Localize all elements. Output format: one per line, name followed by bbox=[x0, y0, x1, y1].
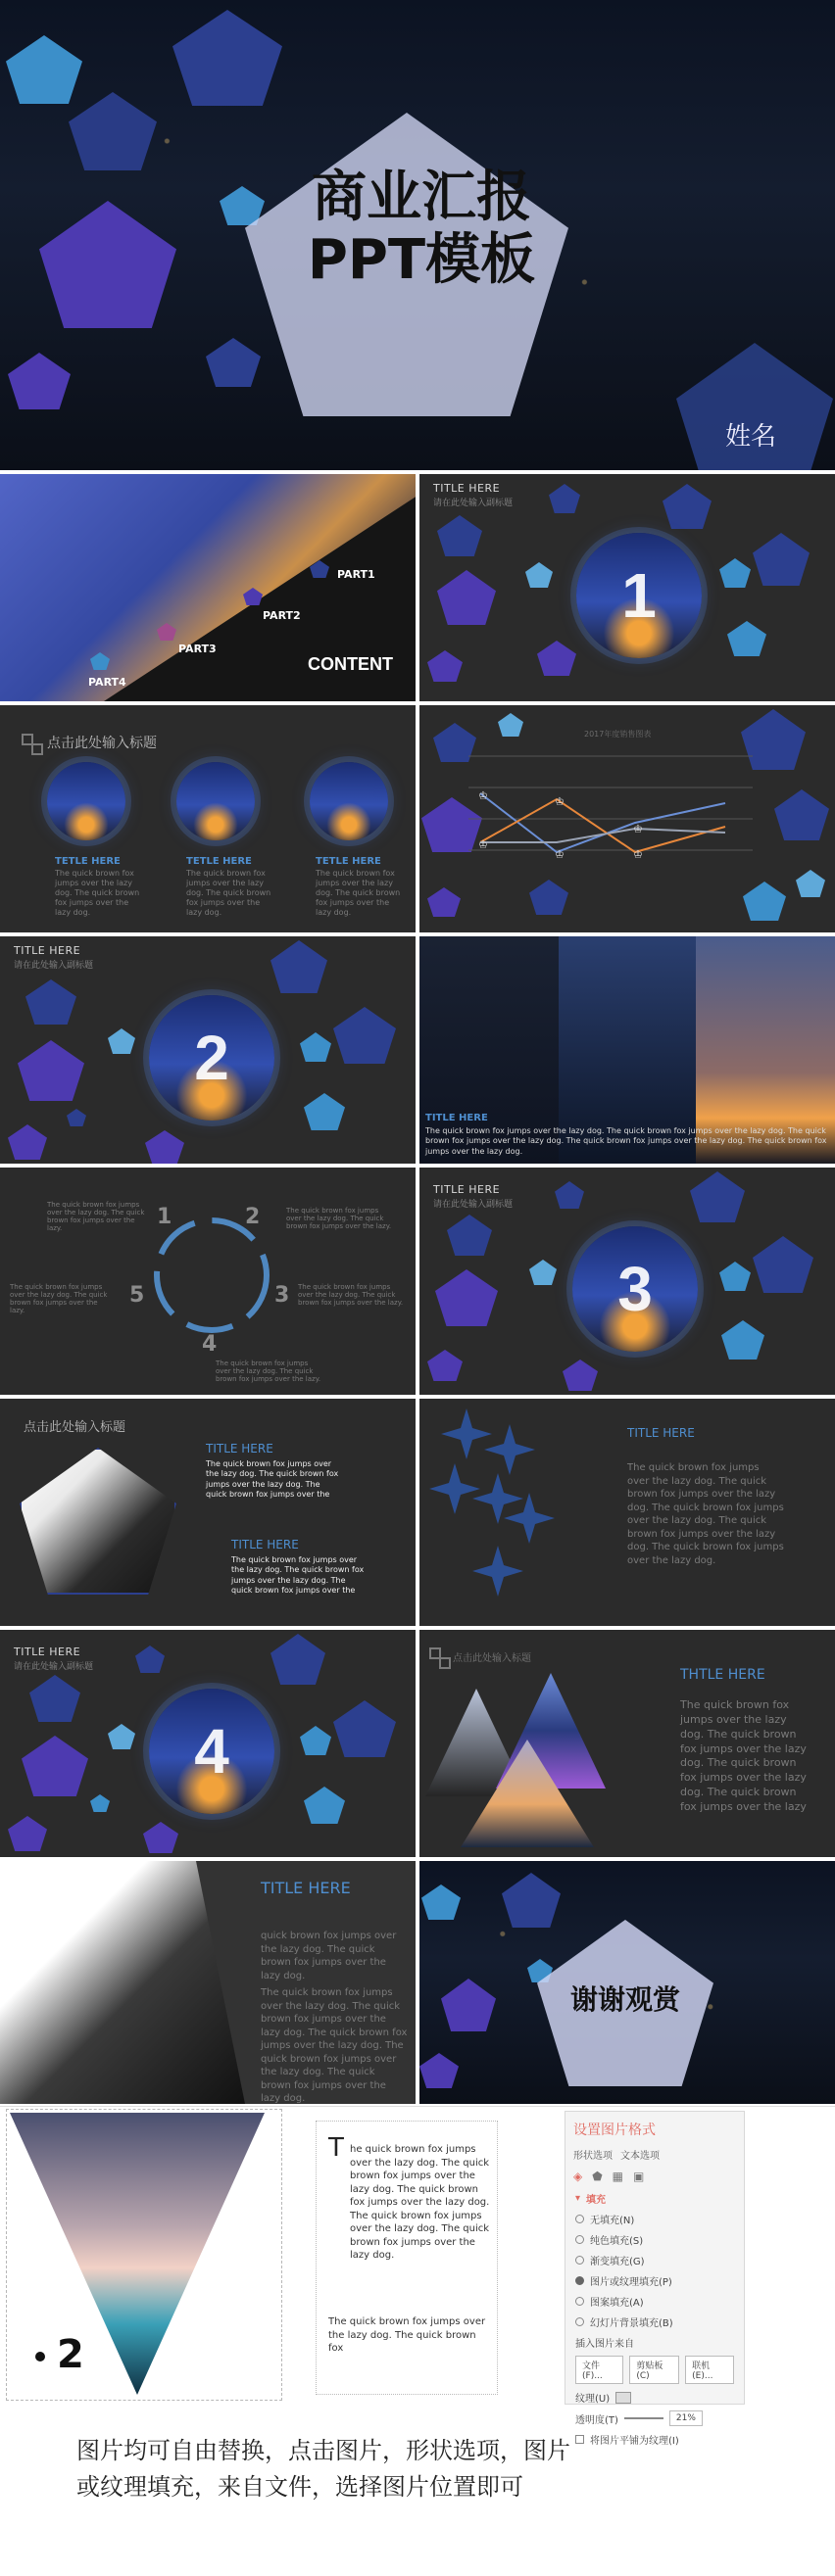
cover-title bbox=[294, 167, 549, 293]
pentagon-shape bbox=[304, 1787, 345, 1824]
fill-option[interactable] bbox=[575, 2314, 734, 2329]
section-subtitle: 请在此处输入副标题 bbox=[14, 961, 94, 971]
item-1 bbox=[55, 856, 145, 918]
pentagon-shape bbox=[39, 201, 176, 328]
building-text-2: The quick brown fox jumps over the lazy dog. The quick brown fox jumps over the lazy dog. The quick brown fox jumps over the lazy dog. The quick brown fox jumps over the lazy dog. The quick brown fox jumps over the lazy dog. bbox=[261, 1987, 408, 2104]
section-title: TITLE HERE bbox=[14, 1646, 81, 1658]
radio-icon bbox=[575, 2297, 584, 2306]
demo-number: 2 bbox=[57, 2332, 84, 2377]
section-title: TITLE HERE bbox=[433, 482, 501, 495]
star-shape bbox=[429, 1463, 480, 1514]
line-chart bbox=[419, 705, 835, 932]
tab-text-options[interactable]: 文本选项 bbox=[620, 2151, 660, 2162]
item-photo bbox=[47, 762, 125, 840]
section-subtitle: 请在此处输入副标题 bbox=[433, 1200, 514, 1210]
pentagon-shape bbox=[145, 1130, 184, 1164]
cycle-text: The quick brown fox jumps over the lazy dog. The quick brown fox jumps over the lazy. bbox=[10, 1283, 108, 1314]
picture-icon[interactable]: ▣ bbox=[633, 2170, 645, 2183]
pentagon-shape bbox=[206, 338, 261, 387]
pentagon-shape bbox=[18, 1040, 84, 1101]
title-1: TITLE HERE bbox=[206, 1442, 273, 1455]
slide-section-4 bbox=[0, 1630, 416, 1857]
transparency-row bbox=[575, 2410, 734, 2426]
fill-label: 填充 bbox=[586, 2195, 607, 2206]
pentagon-shape bbox=[8, 1124, 47, 1160]
item-text: The quick brown fox jumps over the lazy dog. The quick brown fox jumps over the lazy dog. bbox=[186, 869, 271, 917]
item-title: TETLE HERE bbox=[316, 856, 381, 867]
section-photo bbox=[576, 533, 702, 658]
chart-title: 2017年度销售图表 bbox=[584, 730, 652, 739]
pentagon-shape bbox=[270, 1634, 325, 1685]
pentagon-shape bbox=[143, 1822, 178, 1853]
grid-icon bbox=[429, 1647, 447, 1665]
pentagon-shape bbox=[563, 1360, 598, 1391]
cycle-number-4: 4 bbox=[202, 1332, 218, 1357]
point-marker: ♔ bbox=[478, 789, 488, 802]
item-text: The quick brown fox jumps over the lazy dog. The quick brown fox jumps over the lazy dog. bbox=[316, 869, 401, 917]
format-panel-tabs bbox=[573, 2147, 736, 2162]
item-text: The quick brown fox jumps over the lazy dog. The quick brown fox jumps over the lazy dog. bbox=[55, 869, 140, 917]
section-number: 1 bbox=[621, 560, 657, 631]
insert-from-label: 插入图片来自 bbox=[575, 2339, 634, 2350]
fill-option[interactable] bbox=[575, 2294, 734, 2309]
pentagon-shape bbox=[29, 1675, 80, 1722]
star-shape bbox=[441, 1408, 492, 1459]
section-subtitle: 请在此处输入副标题 bbox=[433, 499, 514, 508]
cycle-text: The quick brown fox jumps over the lazy dog. The quick brown fox jumps over the lazy. bbox=[286, 1207, 392, 1230]
pentagon-shape bbox=[427, 650, 463, 682]
slide-section-1 bbox=[419, 474, 835, 701]
transparency-input[interactable]: 21% bbox=[669, 2410, 703, 2426]
section-number: 3 bbox=[617, 1254, 653, 1324]
fill-option-label: 图片或纹理填充(P) bbox=[590, 2277, 672, 2288]
text-body-1: he quick brown fox jumps over the lazy dog. The quick brown fox jumps over the lazy dog. The quick brown fox jumps over the lazy dog. The quick brown fox jumps over the lazy dog. The quick brown fox jumps over the lazy dog. bbox=[350, 2144, 490, 2261]
fill-section[interactable] bbox=[575, 2191, 734, 2206]
pentagon-shape bbox=[525, 562, 553, 588]
pentagon-shape bbox=[549, 484, 580, 513]
radio-icon bbox=[575, 2317, 584, 2326]
slide-content bbox=[0, 474, 416, 701]
tab-shape-options[interactable]: 形状选项 bbox=[573, 2151, 613, 2162]
item-photo bbox=[176, 762, 255, 840]
point-marker: ♔ bbox=[555, 795, 565, 808]
fill-option-label: 图案填充(A) bbox=[590, 2298, 644, 2309]
heading-text: 点击此处输入标题 bbox=[453, 1652, 531, 1664]
stars-title: TITLE HERE bbox=[627, 1426, 695, 1440]
pentagon-shape bbox=[437, 515, 482, 556]
text-body-2: The quick brown fox jumps over the lazy dog. The quick brown fox bbox=[328, 2316, 486, 2354]
slide-triangles bbox=[419, 1630, 835, 1857]
section-title: TITLE HERE bbox=[14, 944, 81, 957]
fill-option-label: 纯色填充(S) bbox=[590, 2236, 644, 2247]
pentagon-shape bbox=[555, 1181, 584, 1209]
layout-icon[interactable]: ▦ bbox=[612, 2170, 624, 2183]
pentagon-shape bbox=[108, 1028, 135, 1054]
pentagon-shape bbox=[8, 1816, 47, 1851]
slide-section-2 bbox=[0, 936, 416, 1164]
photos-title: TITLE HERE bbox=[425, 1113, 488, 1123]
clipboard-button[interactable]: 剪贴板(C) bbox=[629, 2356, 679, 2384]
demo-area bbox=[0, 2106, 835, 2447]
pentagon-shape bbox=[663, 484, 712, 529]
pentagon-shape bbox=[270, 940, 327, 993]
pentagon-shape bbox=[719, 558, 751, 588]
slide-cover bbox=[0, 0, 835, 470]
slide-stars bbox=[419, 1399, 835, 1626]
pentagon-shape bbox=[300, 1726, 331, 1755]
slide-cycle bbox=[0, 1168, 416, 1395]
building-photo bbox=[20, 1448, 176, 1595]
text-box[interactable] bbox=[316, 2121, 498, 2395]
cycle-text: The quick brown fox jumps over the lazy dog. The quick brown fox jumps over the lazy. bbox=[47, 1201, 145, 1232]
fill-option[interactable] bbox=[575, 2212, 734, 2226]
item-3 bbox=[316, 856, 406, 918]
text-2: The quick brown fox jumps over the lazy dog. The quick brown fox jumps over the lazy dog. The quick brown fox jumps over the bbox=[231, 1555, 365, 1596]
text-first-letter: T bbox=[328, 2133, 344, 2163]
insert-buttons bbox=[575, 2356, 734, 2384]
pentagon-shape bbox=[753, 533, 810, 586]
item-title: TETLE HERE bbox=[55, 856, 121, 867]
heading-text: 点击此处输入标题 bbox=[24, 1420, 126, 1435]
texture-picker[interactable] bbox=[615, 2392, 631, 2404]
format-panel-title: 设置图片格式 bbox=[573, 2123, 656, 2138]
slide-thanks bbox=[419, 1861, 835, 2104]
part4-label: PART4 bbox=[88, 676, 126, 689]
slide-three-items bbox=[0, 705, 416, 932]
tile-option[interactable] bbox=[575, 2432, 734, 2447]
star-shapes bbox=[419, 1399, 615, 1626]
section-photo bbox=[149, 995, 274, 1121]
point-marker: ♔ bbox=[633, 823, 643, 835]
cover-title-line1: 商业汇报 bbox=[312, 166, 531, 229]
texture-row[interactable] bbox=[575, 2390, 734, 2405]
cycle-number-3: 3 bbox=[274, 1283, 290, 1308]
online-button[interactable]: 联机(E)... bbox=[685, 2356, 734, 2384]
item-2 bbox=[186, 856, 276, 918]
pentagon-shape bbox=[441, 1979, 496, 2031]
transparency-slider[interactable] bbox=[624, 2417, 663, 2419]
fill-option-label: 无填充(N) bbox=[590, 2216, 635, 2226]
format-icons bbox=[573, 2170, 736, 2183]
pentagon-shape bbox=[67, 1109, 86, 1126]
grid-icon bbox=[22, 734, 39, 751]
bullet-dot bbox=[35, 2352, 45, 2361]
triangle-down-icon: ▾ bbox=[575, 2193, 581, 2204]
point-marker: ♔ bbox=[478, 838, 488, 851]
paint-bucket-icon[interactable]: ◈ bbox=[573, 2170, 583, 2183]
slide-building-pentagon bbox=[0, 1399, 416, 1626]
star-shape bbox=[484, 1424, 535, 1475]
fill-option-label: 渐变填充(G) bbox=[590, 2257, 645, 2267]
pentagon-shape bbox=[333, 1700, 396, 1757]
point-marker: ♔ bbox=[555, 848, 565, 861]
section-title: TITLE HERE bbox=[433, 1183, 501, 1196]
content-label: CONTENT bbox=[308, 654, 393, 674]
cycle-text: The quick brown fox jumps over the lazy dog. The quick brown fox jumps over the lazy. bbox=[216, 1360, 321, 1383]
cover-name: 姓名 bbox=[725, 422, 777, 452]
transparency-label: 透明度(T) bbox=[575, 2414, 618, 2426]
building-text-1: quick brown fox jumps over the lazy dog. The quick brown fox jumps over the lazy dog. bbox=[261, 1931, 397, 1981]
cover-title-line2: PPT模板 bbox=[307, 228, 536, 293]
fill-option[interactable] bbox=[575, 2253, 734, 2267]
pentagon-shape bbox=[6, 35, 82, 104]
pentagon-shape bbox=[690, 1171, 745, 1222]
file-button[interactable]: 文件(F)... bbox=[575, 2356, 623, 2384]
pentagon-shape bbox=[719, 1262, 751, 1291]
pentagon-shape bbox=[108, 1724, 135, 1749]
slide-section-3 bbox=[419, 1168, 835, 1395]
fill-option-label: 幻灯片背景填充(B) bbox=[590, 2318, 673, 2329]
photos-text: The quick brown fox jumps over the lazy dog. The quick brown fox jumps over the lazy dog. The quick brown fox jumps over the lazy dog. The quick brown fox jumps over the lazy dog. The quick brown fox jumps over the lazy dog. bbox=[425, 1126, 827, 1156]
heading-row bbox=[22, 733, 157, 752]
cycle-ring bbox=[157, 1220, 267, 1330]
format-panel bbox=[565, 2111, 745, 2447]
cycle-number-1: 1 bbox=[157, 1205, 172, 1229]
radio-icon bbox=[575, 2276, 584, 2285]
pentagon-shape bbox=[8, 353, 71, 409]
pentagon-shape bbox=[421, 1884, 461, 1920]
pentagon-shape bbox=[419, 2053, 459, 2088]
pentagon-shape bbox=[427, 1350, 463, 1381]
part2-label: PART2 bbox=[263, 609, 301, 622]
star-shape bbox=[472, 1546, 523, 1597]
section-subtitle: 请在此处输入副标题 bbox=[14, 1662, 94, 1672]
slide-building bbox=[0, 1861, 416, 2104]
cycle-text: The quick brown fox jumps over the lazy dog. The quick brown fox jumps over the lazy. bbox=[298, 1283, 404, 1307]
cycle-number-5: 5 bbox=[129, 1283, 145, 1308]
radio-icon bbox=[575, 2215, 584, 2223]
building-photo bbox=[0, 1861, 245, 2104]
texture-label: 纹理(U) bbox=[575, 2394, 611, 2405]
radio-icon bbox=[575, 2235, 584, 2244]
item-photo bbox=[310, 762, 388, 840]
pentagon-shape bbox=[435, 1269, 498, 1326]
pentagon-shape bbox=[727, 621, 766, 656]
pentagon-icon[interactable]: ⬟ bbox=[592, 2170, 603, 2183]
item-title: TETLE HERE bbox=[186, 856, 252, 867]
tile-label: 将图片平铺为纹理(I) bbox=[590, 2436, 679, 2447]
pentagon-shape bbox=[437, 570, 496, 625]
slide-three-photos bbox=[419, 936, 835, 1164]
cycle-number-2: 2 bbox=[245, 1205, 261, 1229]
pentagon-shape bbox=[304, 1093, 345, 1130]
pentagon-shape bbox=[69, 92, 157, 170]
pentagon-shape bbox=[135, 1646, 165, 1673]
triangles-title: THTLE HERE bbox=[680, 1667, 765, 1683]
fill-option[interactable] bbox=[575, 2273, 734, 2288]
pentagon-shape bbox=[90, 1794, 110, 1812]
pentagon-shape bbox=[300, 1032, 331, 1062]
series-line bbox=[480, 799, 725, 852]
section-photo bbox=[572, 1226, 698, 1352]
text-1: The quick brown fox jumps over the lazy dog. The quick brown fox jumps over the lazy dog. The quick brown fox jumps over the bbox=[206, 1459, 339, 1500]
title-2: TITLE HERE bbox=[231, 1538, 299, 1551]
building-title: TITLE HERE bbox=[261, 1879, 351, 1897]
section-number: 2 bbox=[194, 1023, 229, 1093]
part1-label: PART1 bbox=[337, 568, 375, 581]
pentagon-shape bbox=[25, 979, 76, 1025]
pentagon-shape bbox=[22, 1736, 88, 1796]
heading-row bbox=[429, 1647, 531, 1665]
radio-icon bbox=[575, 2256, 584, 2265]
section-photo bbox=[149, 1689, 274, 1814]
pentagon-shape bbox=[721, 1320, 764, 1360]
pentagon-shape bbox=[753, 1236, 813, 1293]
instruction-caption: 图片均可自由替换，点击图片，形状选项，图片或纹理填充，来自文件，选择图片位置即可 bbox=[76, 2437, 570, 2502]
pentagon-shape bbox=[502, 1873, 561, 1928]
section-number: 4 bbox=[194, 1716, 229, 1787]
part3-label: PART3 bbox=[178, 643, 217, 655]
pentagon-shape bbox=[172, 10, 282, 106]
pentagon-shape bbox=[333, 1007, 396, 1064]
pentagon-shape bbox=[529, 1260, 557, 1285]
stars-text: The quick brown fox jumps over the lazy dog. The quick brown fox jumps over the lazy dog. The quick brown fox jumps over the lazy dog. The quick brown fox jumps over the lazy dog. The quick brown fox jumps over the lazy dog. bbox=[627, 1462, 784, 1566]
fill-option[interactable] bbox=[575, 2232, 734, 2247]
heading-text: 点击此处输入标题 bbox=[47, 736, 157, 751]
pentagon-shape bbox=[537, 641, 576, 676]
triangles-text: The quick brown fox jumps over the lazy dog. The quick brown fox jumps over the lazy dog. The quick brown fox jumps over the lazy dog. The quick brown fox jumps over the lazy bbox=[680, 1698, 807, 1813]
pentagon-shape bbox=[447, 1215, 492, 1256]
slide-line-chart bbox=[419, 705, 835, 932]
point-marker: ♔ bbox=[633, 848, 643, 861]
thanks-text: 谢谢观赏 bbox=[569, 1983, 680, 2016]
